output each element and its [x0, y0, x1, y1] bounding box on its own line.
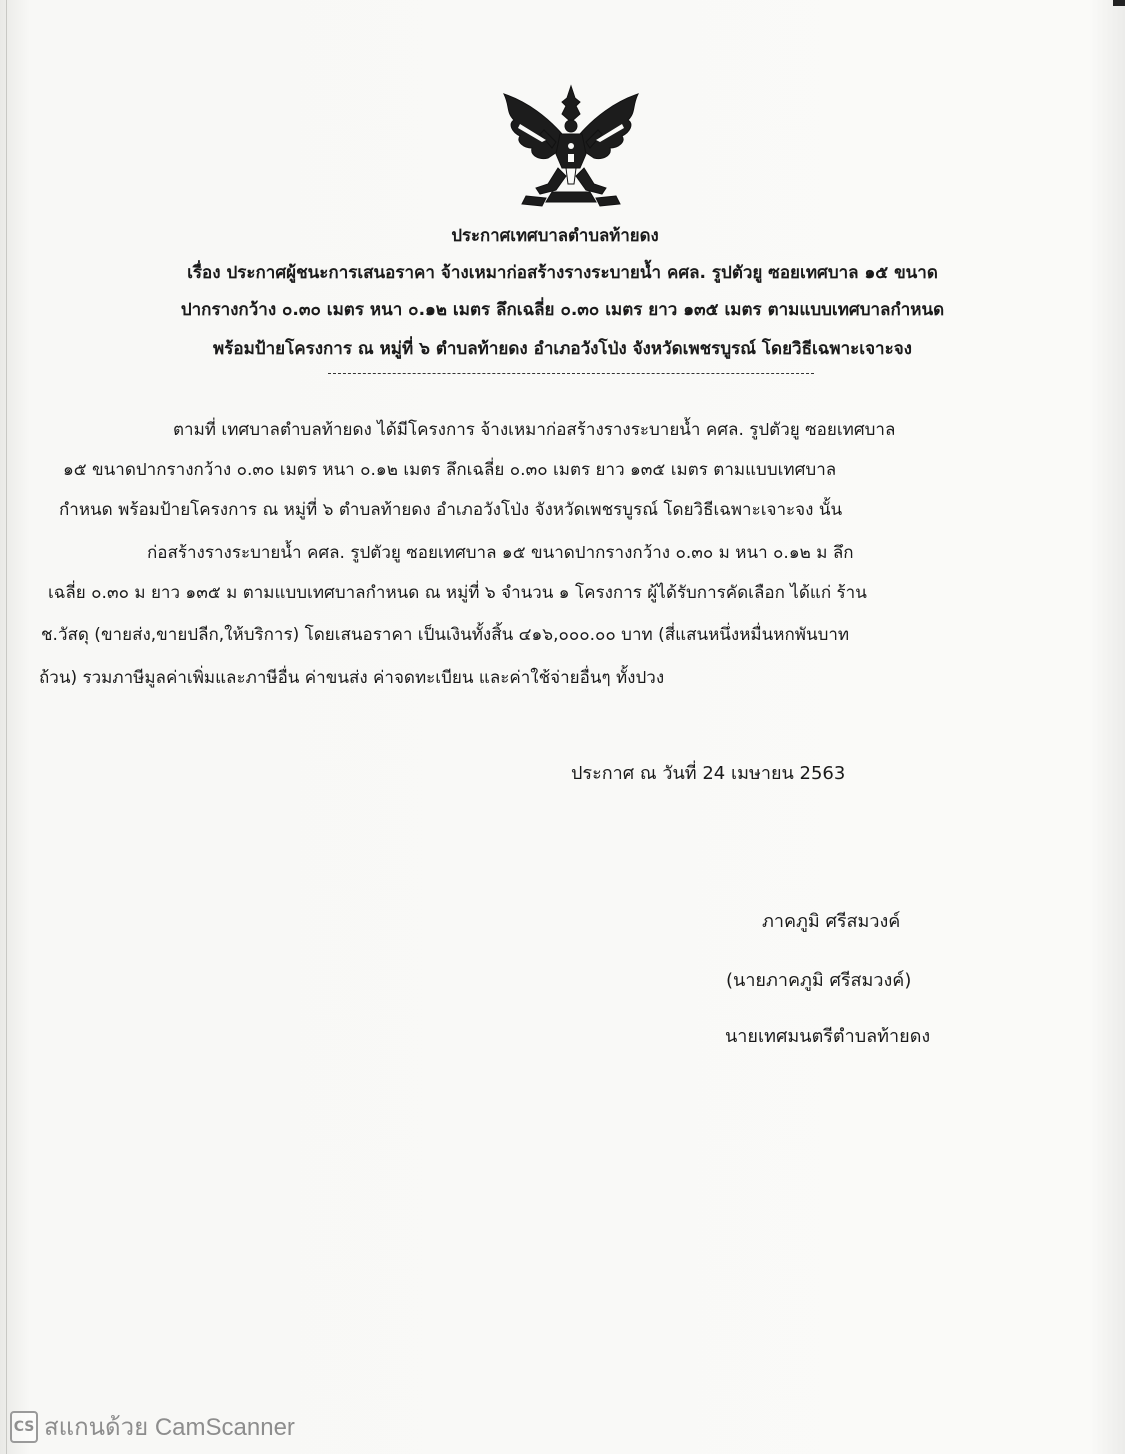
body-line-4: ก่อสร้างรางระบายน้ำ คศล. รูปตัวยู ซอยเทศบาล ๑๕ ขนาดปากรางกว้าง ๐.๓๐ ม หนา ๐.๑๒ ม ลึก: [147, 543, 854, 563]
body-line-6: ช.วัสดุ (ขายส่ง,ขายปลีก,ให้บริการ) โดยเสนอราคา เป็นเงินทั้งสิ้น ๔๑๖,๐๐๐.๐๐ บาท (สี่แสนหนึ่งหมื่นหกพันบาท: [41, 625, 850, 645]
camscanner-logo-icon: CS: [10, 1411, 38, 1443]
announcement-date: ประกาศ ณ วันที่ 24 เมษายน 2563: [571, 763, 846, 784]
body-line-2: ๑๕ ขนาดปากรางกว้าง ๐.๓๐ เมตร หนา ๐.๑๒ เมตร ลึกเฉลี่ย ๐.๓๐ เมตร ยาว ๑๓๕ เมตร ตามแบบเทศบาล: [63, 460, 837, 480]
dashed-separator: [328, 373, 814, 374]
page-edge-shadow: [6, 0, 7, 1454]
body-line-5: เฉลี่ย ๐.๓๐ ม ยาว ๑๓๕ ม ตามแบบเทศบาลกำหนด ณ หมู่ที่ ๖ จำนวน ๑ โครงการ ผู้ได้รับการคัดเลือก ได้แก่ ร้าน: [48, 583, 867, 603]
scan-corner-mark: [1113, 0, 1125, 6]
watermark-text: สแกนด้วย CamScanner: [44, 1414, 295, 1441]
body-line-7: ถ้วน) รวมภาษีมูลค่าเพิ่มและภาษีอื่น ค่าขนส่ง ค่าจดทะเบียน และค่าใช้จ่ายอื่นๆ ทั้งปวง: [39, 668, 665, 688]
body-line-1: ตามที่ เทศบาลตำบลท้ายดง ได้มีโครงการ จ้างเหมาก่อสร้างรางระบายน้ำ คศล. รูปตัวยู ซอยเทศบาล: [173, 420, 896, 440]
garuda-emblem-icon: [496, 84, 646, 210]
subject-line-3: พร้อมป้ายโครงการ ณ หมู่ที่ ๖ ตำบลท้ายดง อำเภอวังโป่ง จังหวัดเพชรบูรณ์ โดยวิธีเฉพาะเจาะจง: [213, 339, 912, 359]
camscanner-watermark: [10, 1407, 295, 1446]
subject-line-2: ปากรางกว้าง ๐.๓๐ เมตร หนา ๐.๑๒ เมตร ลึกเฉลี่ย ๐.๓๐ เมตร ยาว ๑๓๕ เมตร ตามแบบเทศบาลกำหนด: [180, 300, 945, 320]
signatory-name: (นายภาคภูมิ ศรีสมวงค์): [726, 970, 912, 991]
announcement-title: ประกาศเทศบาลตำบลท้ายดง: [451, 226, 659, 246]
subject-line-1: เรื่อง ประกาศผู้ชนะการเสนอราคา จ้างเหมาก่อสร้างรางระบายน้ำ คศล. รูปตัวยู ซอยเทศบาล ๑๕ ขนาด: [187, 263, 938, 283]
body-line-3: กำหนด พร้อมป้ายโครงการ ณ หมู่ที่ ๖ ตำบลท้ายดง อำเภอวังโป่ง จังหวัดเพชรบูรณ์ โดยวิธีเฉพาะเจาะจง นั้น: [59, 500, 843, 520]
signature: ภาคภูมิ ศรีสมวงค์: [762, 911, 901, 932]
signatory-position: นายเทศมนตรีตำบลท้ายดง: [725, 1026, 931, 1047]
